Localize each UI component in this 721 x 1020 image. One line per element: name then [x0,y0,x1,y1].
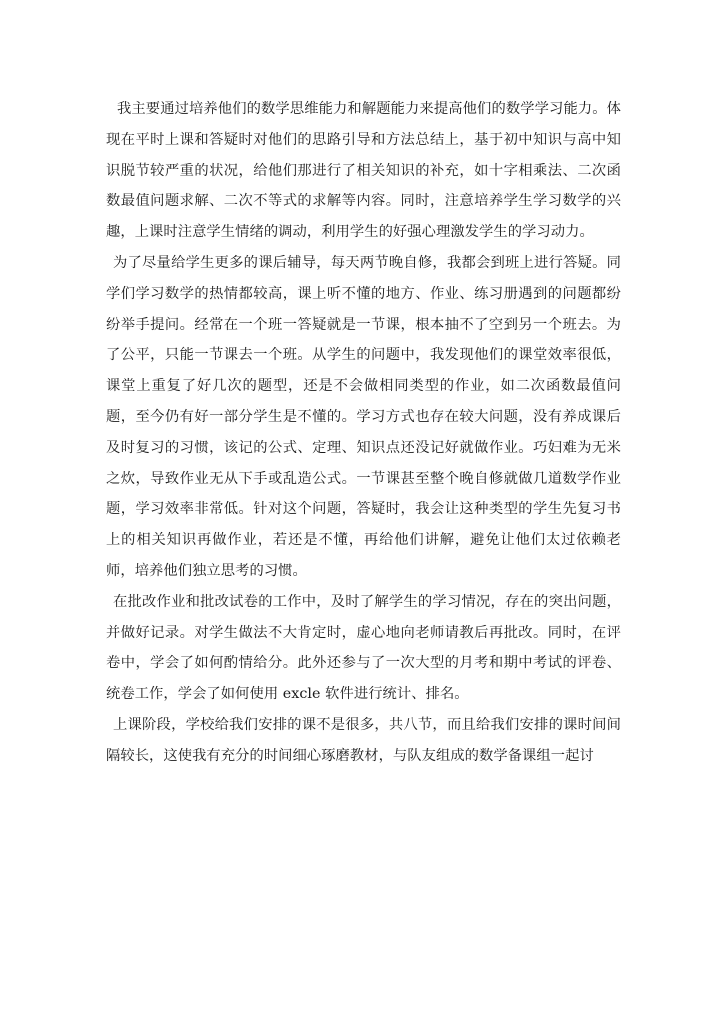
paragraph-teaching-methods: 我主要通过培养他们的数学思维能力和解题能力来提高他们的数学学习能力。体现在平时上课和答疑时对他们的思路引导和方法总结上，基于初中知识与高中知识脱节较严重的状况，给他们那进行了相关知识的补充，如十字相乘法、二次函数最值问题求解、二次不等式的求解等内容。同时，注意培养学生学习数学的兴趣，上课时注意学生情绪的调动，利用学生的好强心理激发学生的学习动力。 [106,101,621,241]
paragraph-grading-work: 在批改作业和批改试卷的工作中，及时了解学生的学习情况，存在的突出问题，并做好记录。对学生做法不大肯定时，虚心地向老师请教后再批改。同时，在评卷中，学会了如何酌情给分。此外还参与了一次大型的月考和期中考试的评卷、统卷工作，学会了如何使用 excle 软件进行统计、排名。 [106,593,621,703]
paragraph-lesson-preparation: 上课阶段，学校给我们安排的课不是很多，共八节，而且给我们安排的课时间间隔较长，这使我有充分的时间细心琢磨教材，与队友组成的数学备课组一起讨 [106,716,621,764]
paragraph-evening-tutoring: 为了尽量给学生更多的课后辅导，每天两节晚自修，我都会到班上进行答疑。同学们学习数学的热情都较高，课上听不懂的地方、作业、练习册遇到的问题都纷纷举手提问。经常在一个班一答疑就是一节课，根本抽不了空到另一个班去。为了公平，只能一节课去一个班。从学生的问题中，我发现他们的课堂效率很低，课堂上重复了好几次的题型，还是不会做相同类型的作业，如二次函数最值问题，至今仍有好一部分学生是不懂的。学习方式也存在较大问题，没有养成课后及时复习的习惯，该记的公式、定理、知识点还没记好就做作业。巧妇难为无米之炊，导致作业无从下手或乱造公式。一节课甚至整个晚自修就做几道数学作业题，学习效率非常低。针对这个问题，答疑时，我会让这种类型的学生先复习书上的相关知识再做作业，若还是不懂，再给他们讲解，避免让他们太过依赖老师，培养他们独立思考的习惯。 [106,254,621,579]
document-body [106,94,621,772]
